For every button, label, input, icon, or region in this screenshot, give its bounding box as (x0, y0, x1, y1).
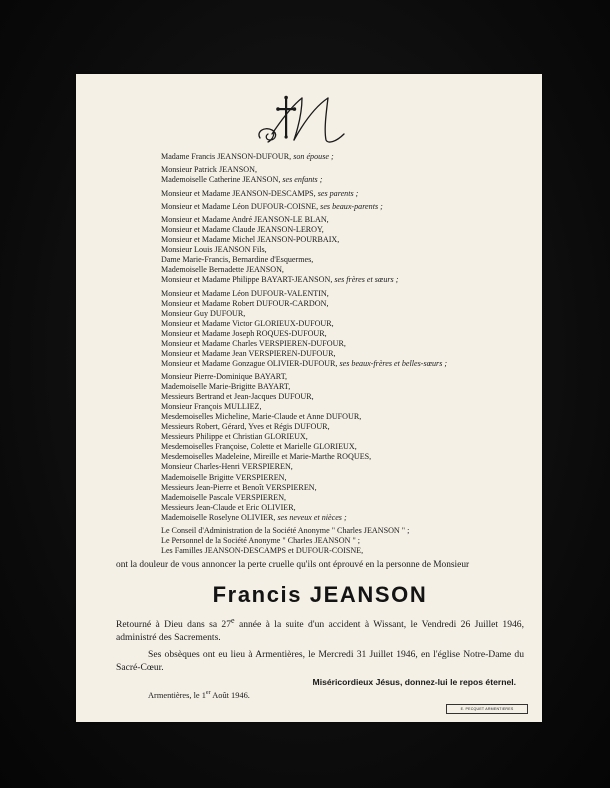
relation-label: son épouse ; (293, 152, 334, 161)
family-name-line (161, 235, 531, 245)
family-name-text: Madame Francis JEANSON-DUFOUR, (161, 152, 292, 161)
family-name-text: Monsieur et Madame Charles VERSPIEREN-DUFOUR, (161, 338, 346, 348)
family-name-line (161, 382, 531, 392)
family-name-text: Monsieur et Madame Gonzague OLIVIER-DUFOUR, (161, 358, 338, 368)
family-name-line (161, 402, 531, 412)
family-name-text: Messieurs Jean-Pierre et Benoît VERSPIEREN, (161, 482, 317, 492)
family-name-text: Messieurs Philippe et Christian GLORIEUX, (161, 432, 308, 442)
family-name-text: Mademoiselle Roselyne OLIVIER, (161, 512, 276, 522)
family-name-text: Mesdemoiselles Micheline, Marie-Claude et Anne DUFOUR, (161, 412, 362, 422)
death-ordinal: e (231, 615, 235, 625)
family-name-text: Monsieur et Madame Victor GLORIEUX-DUFOUR, (161, 318, 334, 328)
relation-label: ses neveux et nièces ; (277, 512, 347, 522)
place-date-ordinal: er (205, 690, 211, 697)
family-name-line (161, 275, 531, 285)
prayer-line: Miséricordieux Jésus, donnez-lui le repos éternel. (312, 677, 516, 687)
family-name-text: Monsieur Charles-Henri VERSPIEREN, (161, 462, 293, 472)
family-name-text: Les Familles JEANSON-DESCAMPS et DUFOUR-COISNE, (161, 546, 364, 556)
relation-label: ses enfants ; (282, 175, 323, 185)
death-paragraph (116, 615, 524, 644)
family-name-line (161, 265, 531, 275)
family-name-text: Monsieur et Madame André JEANSON-LE BLAN, (161, 214, 329, 224)
family-name-text: Messieurs Bertrand et Jean-Jacques DUFOUR, (161, 392, 314, 402)
family-name-text: Monsieur Patrick JEANSON, (161, 165, 257, 175)
family-name-text: Mesdemoiselles Madeleine, Mireille et Marie-Marthe ROQUES, (161, 452, 372, 462)
family-name-line (161, 503, 531, 513)
family-names-list (161, 152, 531, 556)
family-name-line (161, 359, 531, 369)
family-name-line (161, 483, 531, 493)
family-name-line (161, 225, 531, 235)
family-name-text: Monsieur et Madame Philippe BAYART-JEANSON, (161, 275, 333, 285)
family-name-text: Monsieur et Madame Léon DUFOUR-VALENTIN, (161, 288, 329, 298)
funeral-paragraph: Ses obsèques ont eu lieu à Armentières, le Mercredi 31 Juillet 1946, en l'église Notre-Dame du Sacré-Cœur. (116, 649, 524, 673)
family-name-line (161, 462, 531, 472)
family-name-line (161, 289, 531, 299)
family-name-line (161, 255, 531, 265)
family-name-text: Mademoiselle Bernadette JEANSON, (161, 265, 284, 275)
family-name-text: Monsieur Pierre-Dominique BAYART, (161, 372, 288, 382)
intro-text: ont la douleur de vous annoncer la perte cruelle qu'ils ont éprouvé en la personne de Monsieur (116, 560, 470, 570)
family-name-text: Mesdemoiselles Françoise, Colette et Marielle GLORIEUX, (161, 442, 357, 452)
deceased-name: Francis JEANSON (212, 582, 428, 607)
printer-mark: E. PECQUET ARMENTIERES (446, 704, 528, 714)
family-name-line (161, 202, 531, 212)
family-name-line (161, 152, 531, 162)
announcement-card (76, 74, 542, 722)
family-name-line (161, 432, 531, 442)
relation-label: ses frères et sœurs ; (334, 275, 399, 285)
family-name-text: Messieurs Jean-Claude et Eric OLIVIER, (161, 502, 296, 512)
family-name-line (161, 422, 531, 432)
family-name-line (161, 175, 531, 185)
family-name-line (161, 392, 531, 402)
family-name-line (161, 189, 531, 199)
family-name-text: Dame Marie-Francis, Bernardine d'Esquermes, (161, 255, 314, 265)
family-name-line (161, 245, 531, 255)
family-name-line (161, 309, 531, 319)
family-name-text: Monsieur Louis JEANSON Fils, (161, 245, 267, 255)
family-name-text: Monsieur et Madame Michel JEANSON-POURBAIX, (161, 235, 340, 245)
family-name-text: Mademoiselle Catherine JEANSON, (161, 175, 281, 185)
family-name-text: Monsieur et Madame Jean VERSPIEREN-DUFOUR, (161, 348, 336, 358)
death-text-end: année à la suite d'un accident à Wissant, le Vendredi 26 Juillet 1946, administré des Sacrements. (116, 619, 524, 643)
place-date-end: Août 1946. (210, 691, 250, 700)
family-name-line (161, 513, 531, 523)
cross-monogram-m-icon (252, 92, 352, 148)
family-name-text: Monsieur et Madame Robert DUFOUR-CARDON, (161, 298, 329, 308)
family-name-text: Monsieur et Madame Léon DUFOUR-COISNE, (161, 201, 319, 211)
place-date (148, 691, 250, 700)
family-name-line (161, 536, 531, 546)
family-name-text: Messieurs Robert, Gérard, Yves et Régis DUFOUR, (161, 422, 330, 432)
relation-label: ses beaux-frères et belles-sœurs ; (339, 358, 448, 368)
family-name-line (161, 412, 531, 422)
family-name-line (161, 215, 531, 225)
family-name-line (161, 319, 531, 329)
place-date-start: Armentières, le 1 (148, 691, 206, 700)
family-name-line (161, 372, 531, 382)
family-name-text: Le Conseil d'Administration de la Société Anonyme " Charles JEANSON " ; (161, 525, 410, 535)
family-name-line (161, 165, 531, 175)
family-name-text: Monsieur Guy DUFOUR, (161, 308, 246, 318)
family-name-text: Mademoiselle Brigitte VERSPIEREN, (161, 472, 287, 482)
family-name-text: Monsieur François MULLIEZ, (161, 402, 262, 412)
family-name-line (161, 329, 531, 339)
family-name-line (161, 493, 531, 503)
death-text-start: Retourné à Dieu dans sa 27 (116, 619, 232, 630)
family-name-line (161, 442, 531, 452)
family-name-line (161, 299, 531, 309)
family-name-text: Monsieur et Madame Claude JEANSON-LEROY, (161, 225, 324, 235)
relation-label: ses parents ; (317, 188, 359, 198)
family-name-line (161, 473, 531, 483)
relation-label: ses beaux-parents ; (320, 201, 383, 211)
family-name-line (161, 452, 531, 462)
family-name-text: Monsieur et Madame JEANSON-DESCAMPS, (161, 188, 316, 198)
family-name-text: Le Personnel de la Société Anonyme " Charles JEANSON " ; (161, 536, 361, 545)
family-name-text: Monsieur et Madame Joseph ROQUES-DUFOUR, (161, 328, 327, 338)
family-name-text: Mademoiselle Marie-Brigitte BAYART, (161, 382, 291, 392)
family-name-line (161, 339, 531, 349)
family-name-line (161, 546, 531, 556)
family-name-line (161, 526, 531, 536)
family-name-line (161, 349, 531, 359)
family-name-text: Mademoiselle Pascale VERSPIEREN, (161, 492, 287, 502)
